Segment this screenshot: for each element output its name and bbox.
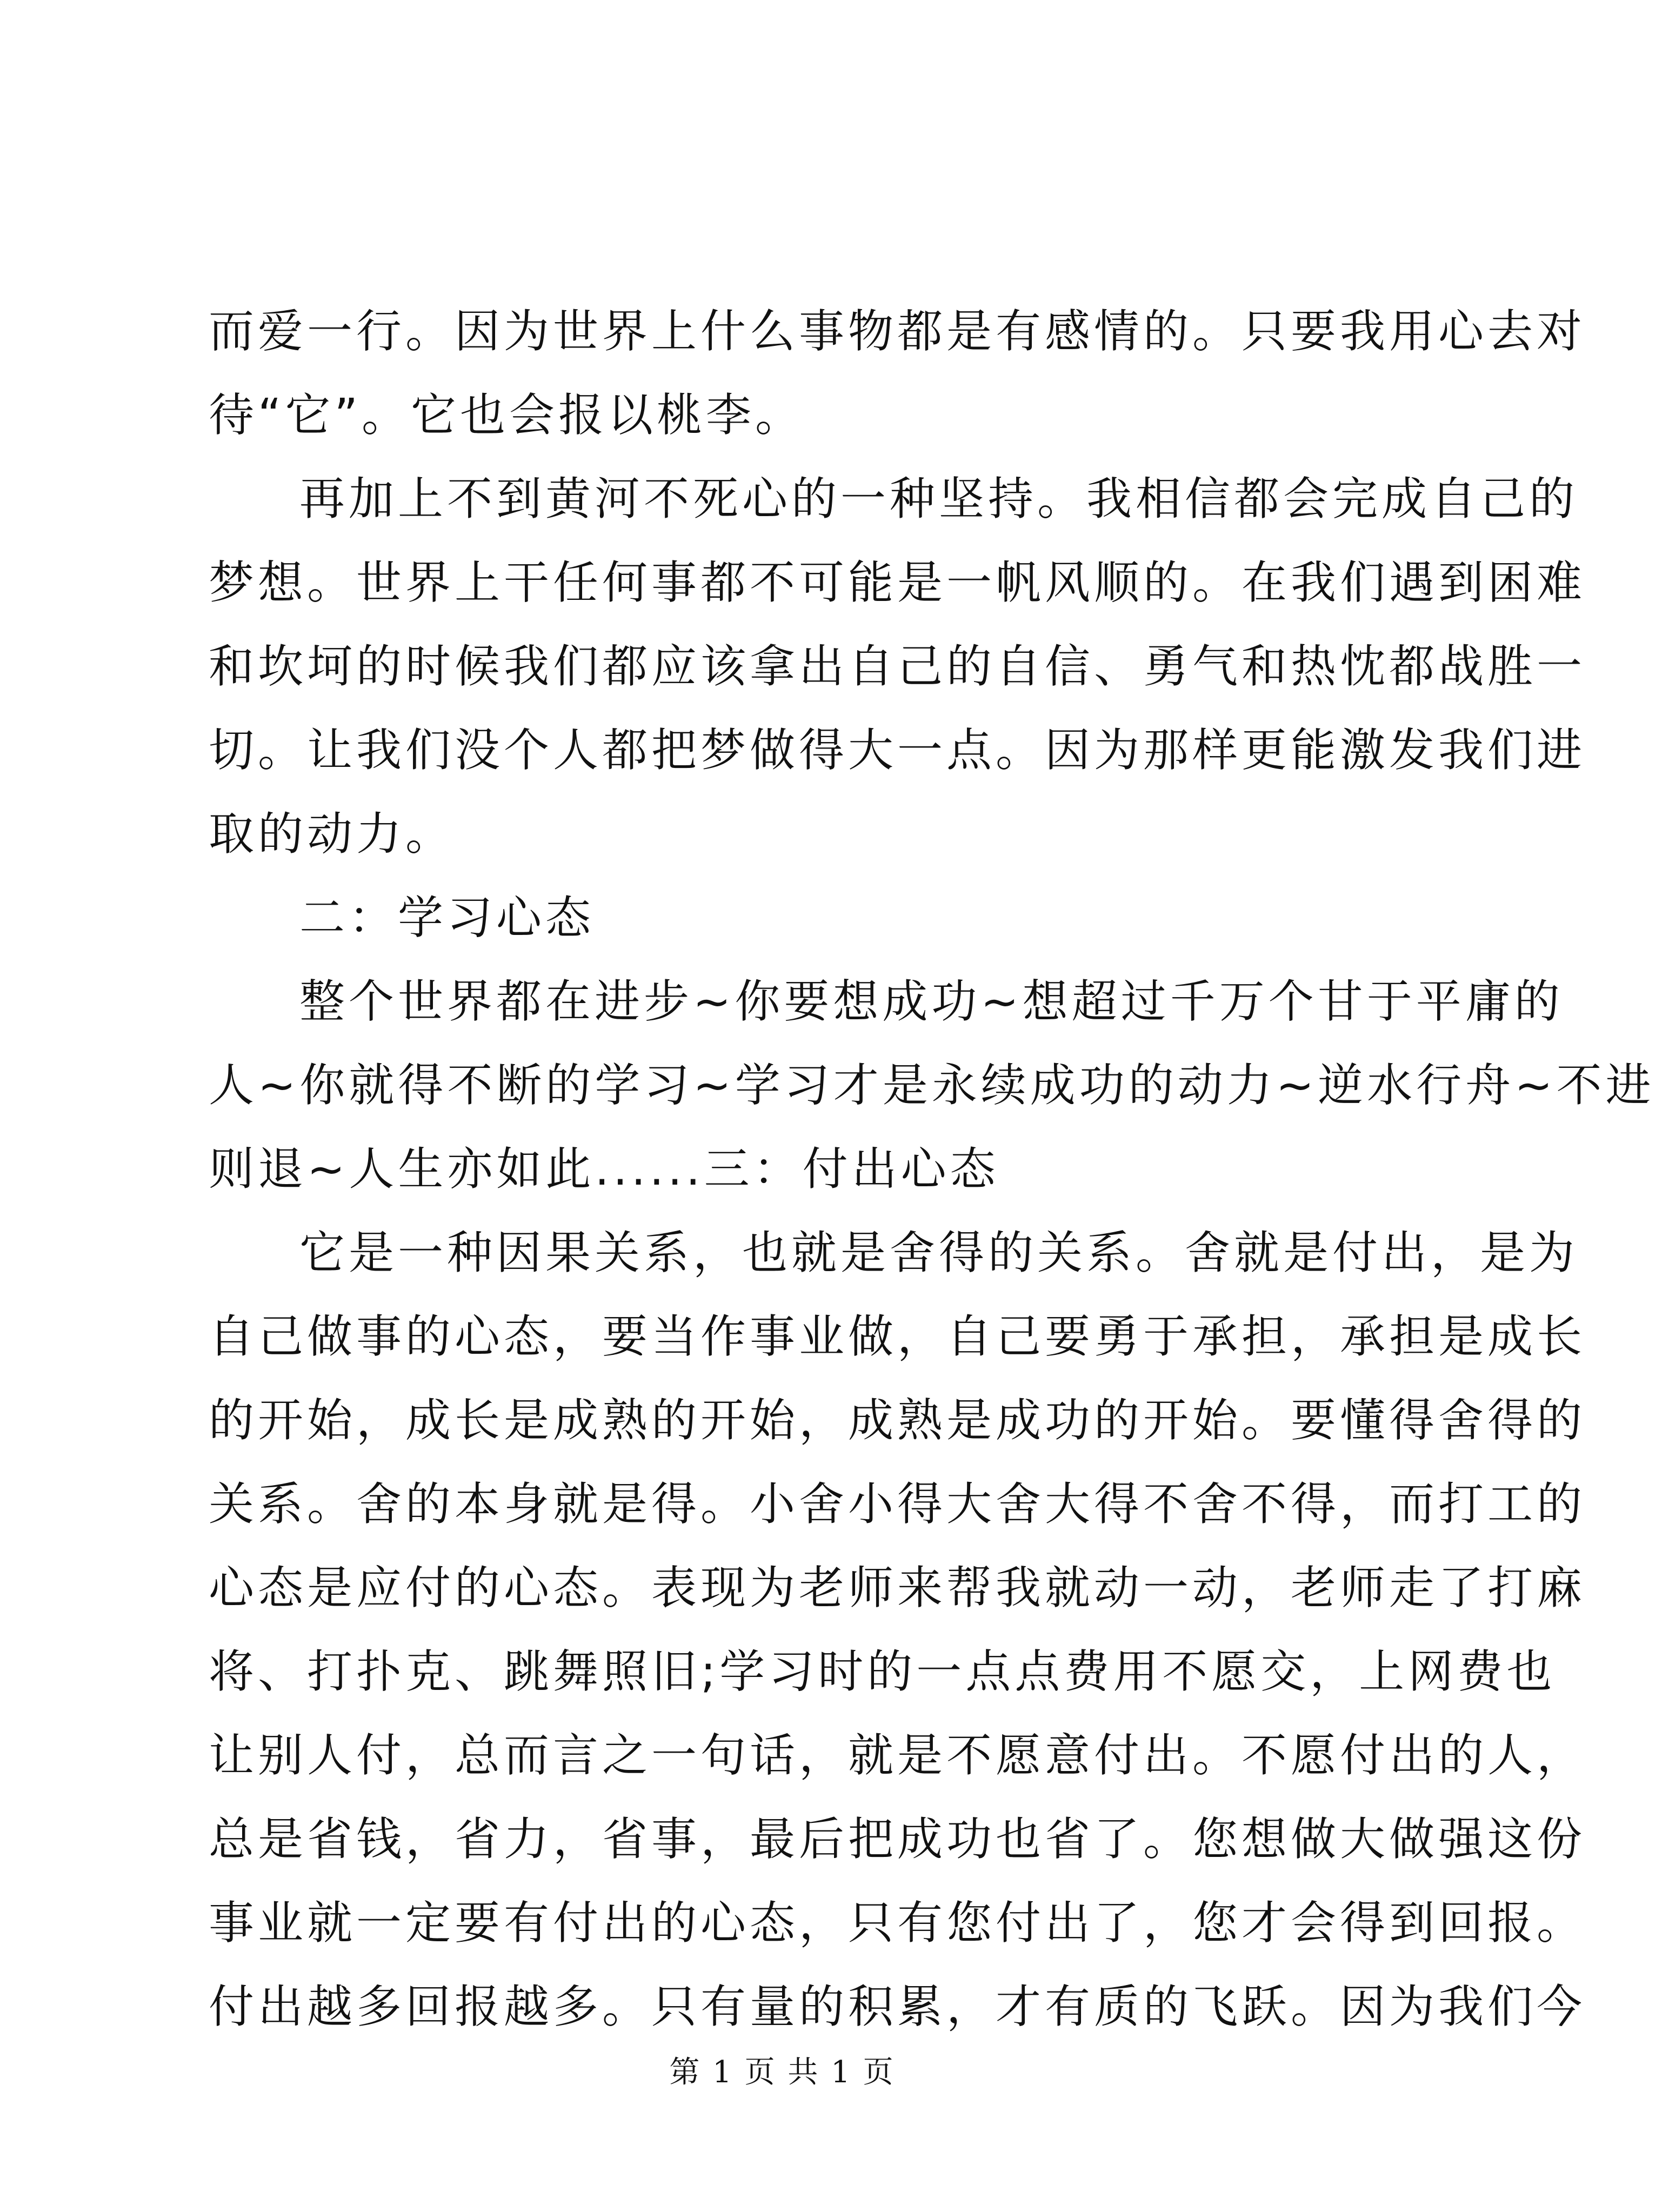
document-body [209, 290, 1655, 2049]
text-line-4: 梦想。世界上干任何事都不可能是一帆风顺的。在我们遇到困难 [209, 556, 1586, 609]
text-line-16: 心态是应付的心态。表现为老师来帮我就动一动，老师走了打麻 [209, 1561, 1586, 1614]
text-line-12: 它是一种因果关系，也就是舍得的关系。舍就是付出，是为 [299, 1226, 1579, 1279]
text-line-6: 切。让我们没个人都把梦做得大一点。因为那样更能激发我们进 [209, 724, 1586, 777]
page-footer: 第 1 页 共 1 页 [669, 2055, 895, 2090]
text-line-1: 而爱一行。因为世界上什么事物都是有感情的。只要我用心去对 [209, 305, 1586, 358]
text-line-13: 自己做事的心态，要当作事业做，自己要勇于承担，承担是成长 [209, 1310, 1586, 1363]
text-line-11: 则退~人生亦如此......三：付出心态 [209, 1142, 999, 1195]
section-heading-learning: 二：学习心态 [299, 891, 595, 944]
text-line-18: 让别人付，总而言之一句话，就是不愿意付出。不愿付出的人， [209, 1729, 1586, 1782]
text-line-5: 和坎坷的时候我们都应该拿出自己的自信、勇气和热忱都战胜一 [209, 640, 1586, 693]
text-line-7: 取的动力。 [209, 807, 455, 860]
text-line-20: 事业就一定要有付出的心态，只有您付出了，您才会得到回报。 [209, 1896, 1586, 1949]
text-line-3: 再加上不到黄河不死心的一种坚持。我相信都会完成自己的 [299, 472, 1579, 525]
text-line-9: 整个世界都在进步~你要想成功~想超过千万个甘于平庸的 [299, 975, 1564, 1028]
text-line-17: 将、打扑克、跳舞照旧;学习时的一点点费用不愿交，上网费也 [209, 1645, 1556, 1698]
text-line-2: 待“它”。它也会报以桃李。 [209, 389, 805, 442]
text-line-14: 的开始，成长是成熟的开始，成熟是成功的开始。要懂得舍得的 [209, 1394, 1586, 1447]
text-line-19: 总是省钱，省力，省事，最后把成功也省了。您想做大做强这份 [209, 1813, 1586, 1866]
text-line-15: 关系。舍的本身就是得。小舍小得大舍大得不舍不得，而打工的 [209, 1478, 1586, 1531]
text-line-21: 付出越多回报越多。只有量的积累，才有质的飞跃。因为我们今 [209, 1980, 1586, 2033]
text-line-10: 人~你就得不断的学习~学习才是永续成功的动力~逆水行舟~不进 [209, 1059, 1655, 1112]
